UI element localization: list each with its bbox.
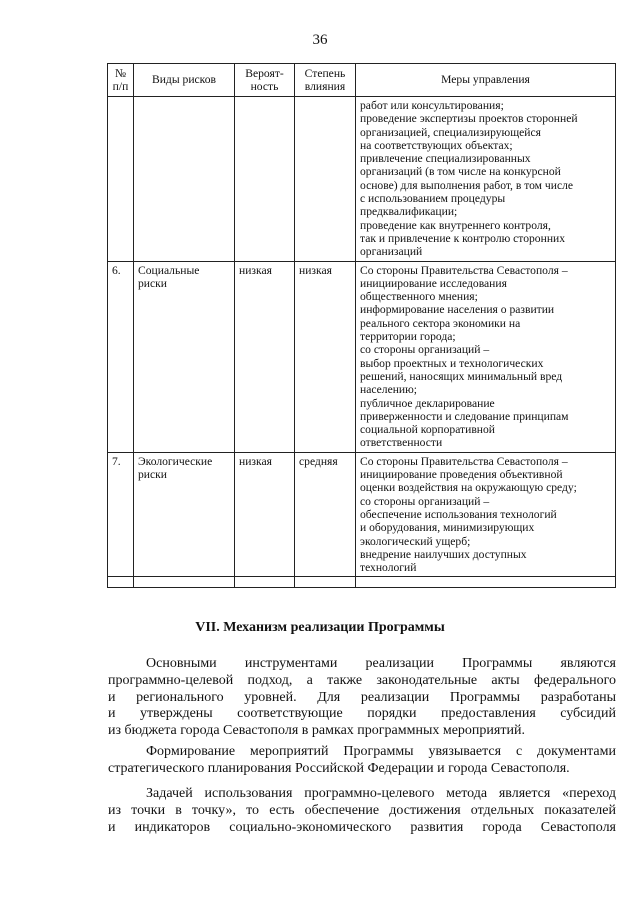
measure-line: технологий bbox=[360, 561, 417, 575]
measure-line: информирование населения о развитии bbox=[360, 303, 555, 317]
measure-line: так и привлечение к контролю сторонних bbox=[360, 231, 566, 245]
page-number: 36 bbox=[312, 32, 328, 48]
paragraph-line: программно-целевой подход, а также законодательные акты федерального bbox=[108, 672, 616, 688]
measure-line: ответственности bbox=[360, 436, 443, 450]
cell-number bbox=[108, 97, 134, 262]
empty-cell bbox=[134, 577, 235, 588]
header-number-line: п/п bbox=[112, 80, 129, 93]
cell-impact bbox=[295, 97, 356, 262]
measure-line: решений, наносящих минимальный вред bbox=[360, 369, 563, 383]
table-bottom-row bbox=[108, 577, 616, 588]
measure-line: организаций (в том числе на конкурсной bbox=[360, 165, 561, 179]
measure-line: выбор проектных и технологических bbox=[360, 356, 544, 370]
measure-line: организацией, специализирующейся bbox=[360, 125, 541, 139]
cell-number: 7. bbox=[108, 452, 134, 577]
paragraph bbox=[108, 744, 616, 778]
empty-cell bbox=[295, 577, 356, 588]
measure-line: внедрение наилучших доступных bbox=[360, 547, 527, 561]
cell-impact: низкая bbox=[295, 261, 356, 452]
measure-line: основе) для выполнения работ, в том числе bbox=[360, 178, 574, 192]
paragraph-line: из точки в точку», то есть обеспечение достижения отдельных показателей bbox=[108, 802, 616, 818]
measure-line: привлечение специализированных bbox=[360, 152, 531, 166]
paragraph-line: Формирование мероприятий Программы увязывается с документами bbox=[146, 744, 616, 759]
measure-line: публичное декларирование bbox=[360, 396, 495, 410]
paragraph-line: Основными инструментами реализации Программы являются bbox=[146, 656, 616, 671]
empty-cell bbox=[108, 577, 134, 588]
measure-line: с использованием процедуры bbox=[360, 192, 506, 206]
empty-cell bbox=[235, 577, 295, 588]
cell-probability: низкая bbox=[235, 261, 295, 452]
cell-measures bbox=[356, 261, 616, 452]
paragraph bbox=[108, 656, 616, 740]
measure-line: проведение экспертизы проектов сторонней bbox=[360, 112, 578, 126]
cell-number: 6. bbox=[108, 261, 134, 452]
table-row bbox=[108, 97, 616, 262]
paragraph-line: и регионального уровней. Для реализации Программы разработаны bbox=[108, 689, 616, 705]
table-row bbox=[108, 452, 616, 577]
measure-line: реального сектора экономики на bbox=[360, 316, 521, 330]
header-probability-line: Вероят- bbox=[245, 66, 284, 80]
measure-line: и оборудования, минимизирующих bbox=[360, 521, 535, 535]
header-impact bbox=[295, 64, 356, 97]
measure-line: предквалификации; bbox=[360, 205, 458, 219]
risk-table bbox=[107, 63, 616, 588]
cell-measures bbox=[356, 452, 616, 577]
header-measures: Меры управления bbox=[356, 64, 616, 97]
paragraph-line: стратегического планирования Российской Федерации и города Севастополя. bbox=[108, 760, 570, 776]
paragraph-line: и индикаторов социально-экономического развития города Севастополя bbox=[108, 819, 616, 835]
measure-line: общественного мнения; bbox=[360, 290, 478, 304]
measure-line: социальной корпоративной bbox=[360, 423, 496, 437]
measure-line: обеспечение использования технологий bbox=[360, 507, 557, 521]
measure-line: на соответствующих объектах; bbox=[360, 138, 513, 152]
header-impact-line: влияния bbox=[304, 80, 346, 93]
measure-line: Со стороны Правительства Севастополя – bbox=[360, 263, 568, 277]
cell-probability bbox=[235, 97, 295, 262]
cell-probability: низкая bbox=[235, 452, 295, 577]
measure-line: со стороны организаций – bbox=[360, 494, 490, 508]
measure-line: населению; bbox=[360, 383, 418, 397]
measure-line: территории города; bbox=[360, 330, 456, 344]
measure-line: инициирование исследования bbox=[360, 276, 507, 290]
paragraph-line: Задачей использования программно-целевого метода является «переход bbox=[146, 786, 616, 801]
measure-line: со стороны организаций – bbox=[360, 343, 490, 357]
header-probability-line: ность bbox=[250, 80, 279, 93]
header-probability bbox=[235, 64, 295, 97]
empty-cell bbox=[356, 577, 616, 588]
header-risk-type: Виды рисков bbox=[134, 64, 235, 97]
paragraph-line: и утверждены соответствующие порядки предоставления субсидий bbox=[108, 706, 616, 722]
measure-line: оценки воздействия на окружающую среду; bbox=[360, 481, 577, 495]
measure-line: приверженности и следование принципам bbox=[360, 409, 569, 423]
cell-risk-type bbox=[134, 97, 235, 262]
table-row bbox=[108, 261, 616, 452]
paragraph-line: из бюджета города Севастополя в рамках программных мероприятий. bbox=[108, 723, 525, 739]
cell-impact: средняя bbox=[295, 452, 356, 577]
measure-line: экологический ущерб; bbox=[360, 534, 471, 548]
header-number bbox=[108, 64, 134, 97]
paragraph bbox=[108, 786, 616, 836]
cell-measures bbox=[356, 97, 616, 262]
measure-line: инициирование проведения объективной bbox=[360, 468, 563, 482]
measure-line: организаций bbox=[360, 245, 423, 259]
header-number-line: № bbox=[114, 66, 127, 80]
measure-line: проведение как внутреннего контроля, bbox=[360, 218, 551, 232]
table-header-row bbox=[108, 64, 616, 97]
cell-risk-type: Социальные риски bbox=[134, 261, 235, 452]
measure-line: Со стороны Правительства Севастополя – bbox=[360, 454, 568, 468]
cell-risk-type: Экологические риски bbox=[134, 452, 235, 577]
measure-line: работ или консультирования; bbox=[360, 99, 504, 112]
header-impact-line: Степень bbox=[304, 66, 346, 80]
section-title: VII. Механизм реализации Программы bbox=[195, 620, 445, 635]
